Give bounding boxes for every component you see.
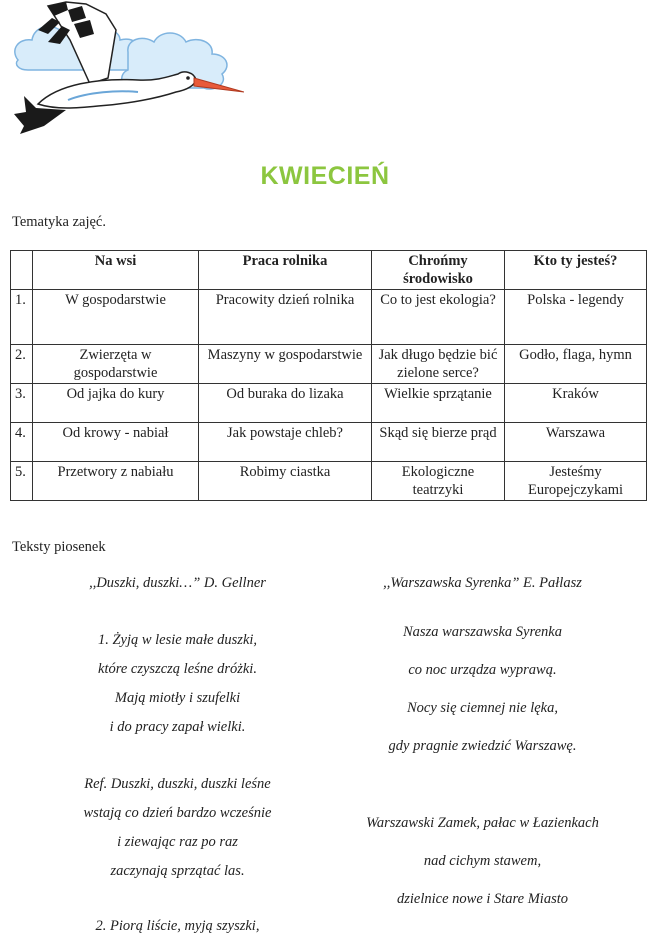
table-cell: Jak powstaje chleb? [199,423,372,462]
table-cell: Maszyny w gospodarstwie [199,345,372,384]
song-line: dzielnice nowe i Stare Miasto [396,891,569,907]
table-cell: Od buraka do lizaka [199,384,372,423]
table-cell: Zwierzęta w gospodarstwie [33,345,199,384]
song-title: ,,Duszki, duszki…” D. Gellner [89,575,266,591]
table-cell: Pracowity dzień rolnika [199,290,372,345]
table-cell: Jak długo będzie bić zielone serce? [372,345,505,384]
song-line: Nocy się ciemnej nie lęka, [407,700,558,716]
column-header: Chrońmy środowisko [372,251,505,290]
song-line: Nasza warszawska Syrenka [403,624,562,640]
song-line: co noc urządza wyprawą. [408,662,557,678]
song-line: Warszawski Zamek, pałac w Łazienkach [366,815,599,831]
table-cell: Co to jest ekologia? [372,290,505,345]
song-line: i ziewając raz po raz [117,834,238,850]
table-cell: Godło, flaga, hymn [505,345,647,384]
song-line: Ref. Duszki, duszki, duszki leśne [84,776,271,792]
song-line: i do pracy zapał wielki. [109,719,246,735]
song-right [330,0,635,946]
table-cell: Przetwory z nabiału [33,462,199,501]
table-cell: Robimy ciastka [199,462,372,501]
table-cell: 5. [11,462,33,501]
song-left [20,0,335,946]
table-cell: Od krowy - nabiał [33,423,199,462]
page-title: KWIECIEŃ [260,162,390,190]
table-cell: Wielkie sprzątanie [372,384,505,423]
song-line: gdy pragnie zwiedzić Warszawę. [388,738,577,754]
songs-label: Teksty piosenek [12,539,106,555]
table-cell: Polska - legendy [505,290,647,345]
song-line: nad cichym stawem, [423,853,542,869]
column-header: Praca rolnika [199,251,372,290]
song-line: 1. Żyją w lesie małe duszki, [97,632,258,648]
song-line: wstają co dzień bardzo wcześnie [83,805,272,821]
topics-label: Tematyka zajęć. [12,214,106,230]
column-header: Na wsi [33,251,199,290]
table-cell: Skąd się bierze prąd [372,423,505,462]
song-line: zaczynają sprzątać las. [110,863,245,879]
song-title: ,,Warszawska Syrenka” E. Pałlasz [383,575,582,591]
table-cell: 3. [11,384,33,423]
song-line: 2. Piorą liście, myją szyszki, [95,918,260,934]
song-line: Mają miotły i szufelki [114,690,241,706]
column-header: Kto ty jesteś? [505,251,647,290]
table-cell: Od jajka do kury [33,384,199,423]
song-line: które czyszczą leśne dróżki. [98,661,257,677]
table-cell: W gospodarstwie [33,290,199,345]
table-cell: Warszawa [505,423,647,462]
table-cell: 1. [11,290,33,345]
table-cell: 2. [11,345,33,384]
table-cell: Jesteśmy Europejczykami [505,462,647,501]
table-cell: 4. [11,423,33,462]
table-cell: Ekologiczne teatrzyki [372,462,505,501]
table-cell: Kraków [505,384,647,423]
